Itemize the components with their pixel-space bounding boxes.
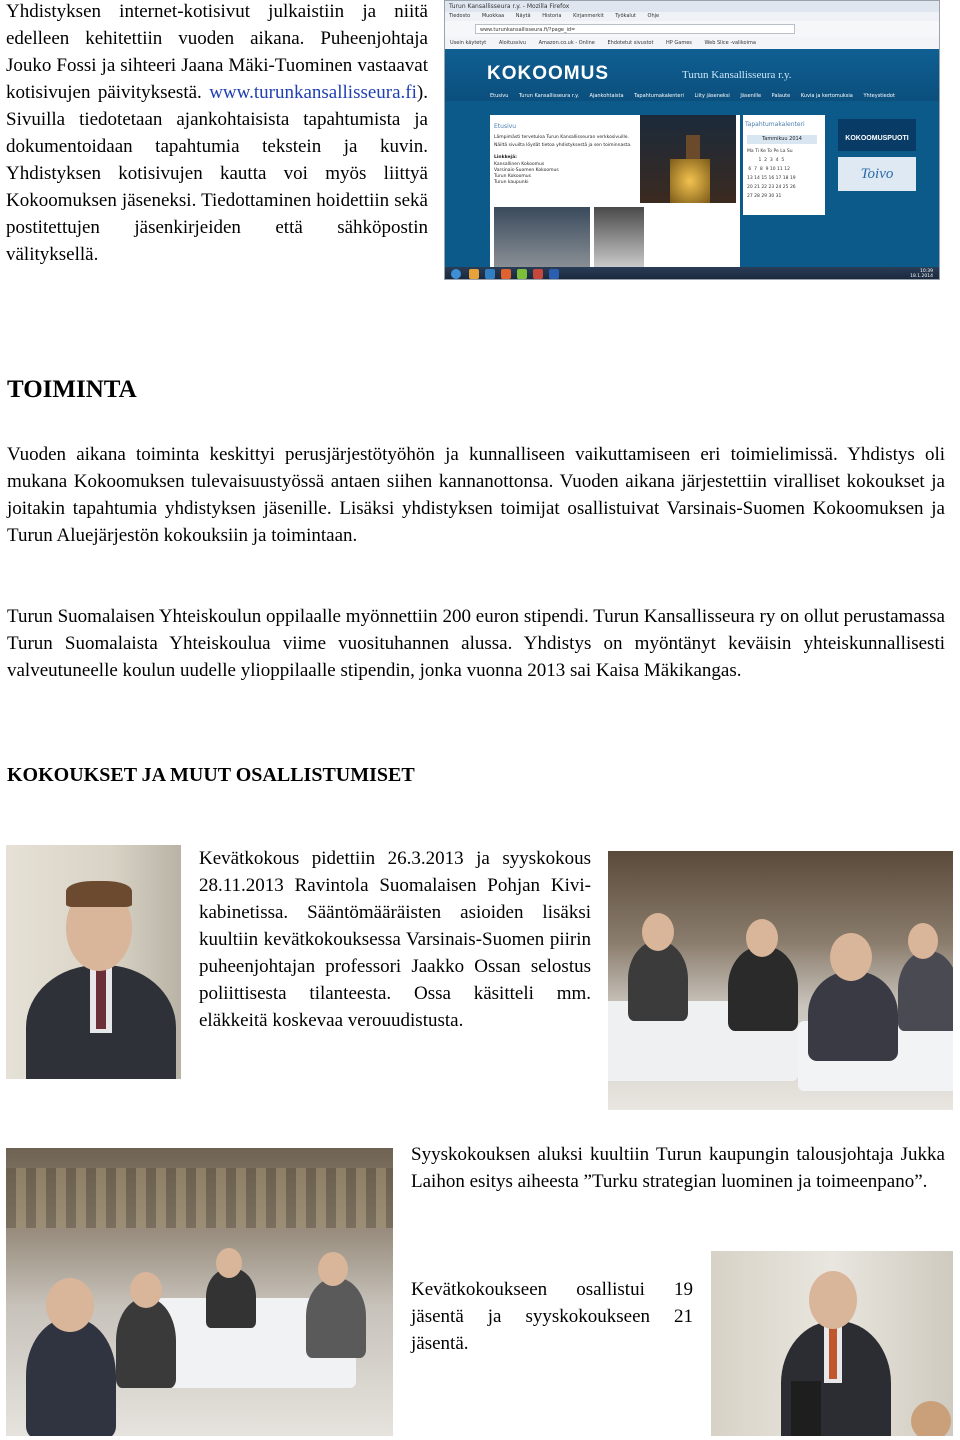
app-icon [517, 269, 527, 279]
url-field: www.turunkansallisseura.fi/?page_id= [475, 24, 795, 34]
app-icon [533, 269, 543, 279]
calendar-row: 13 14 15 16 17 18 19 [747, 176, 796, 181]
calendar-row: 27 28 29 30 31 [747, 194, 782, 199]
website-screenshot [444, 0, 940, 280]
meeting-photo-thumbnail [594, 207, 644, 267]
nav-item: Liity jäseneksi [694, 93, 730, 99]
site-nav [490, 93, 904, 99]
content-line: Kansallinen Kokoomus [494, 162, 545, 167]
site-content [490, 115, 740, 267]
content-line: Näiltä sivuilta löydät tietoa yhdistyksestä ja sen toiminnasta. [494, 143, 632, 148]
content-line: Turun kaupunki [494, 180, 529, 185]
kokoomus-logo: KOKOOMUS [487, 63, 609, 84]
event-calendar [743, 115, 825, 215]
ie-icon [485, 269, 495, 279]
folder-icon [469, 269, 479, 279]
menu-item: Työkalut [615, 13, 636, 19]
nav-item: Etusivu [490, 93, 509, 99]
bookmark-item: Amazon.co.uk - Online [538, 40, 595, 46]
nav-item: Palaute [771, 93, 791, 99]
toivo-badge: Toivo [838, 157, 916, 191]
kokoukset-block-3: Kevätkokoukseen osallistui 19 jäsentä ja syyskokoukseen 21 jäsentä. [411, 1279, 693, 1354]
nav-item: Turun Kansallisseura r.y. [519, 93, 579, 99]
christmas-tree-image [670, 159, 710, 203]
content-heading: Etusivu [494, 123, 517, 130]
clock-date: 18.1.2014 [910, 274, 933, 279]
menu-item: Kirjanmerkit [573, 13, 604, 19]
website-link[interactable]: www.turunkansallisseura.fi [209, 82, 417, 103]
calendar-title: Tapahtumakalenteri [745, 121, 805, 128]
intro-text-after-link: ). Sivuilla tiedotetaan ajankohtaisista tapahtumista ja dokumentoidaan tapahtumia tekstein ja kuvin. Yhdistyksen kotisivujen kautta voi myös liittyä Kokoomuksen jäseneksi. Tiedottaminen hoidettiin sekä postitettujen jäsenkirjeiden että sähköpostin välityksellä. [6, 82, 428, 265]
content-line: Turun Kokoomus [494, 174, 531, 179]
toiminta-paragraph-1: Vuoden aikana toiminta keskittyi perusjärjestötyöhön ja kunnalliseen vaikuttamiseen eri toimielimissä. Yhdistys oli mukana Kokoomuksen tulevaisuustyössä antaen siihen kannanottonsa. Vuoden aikana järjestettiin viralliset kokoukset ja joitakin tapahtumia yhdistyksen jäsenille. Lisäksi yhdistyksen toimijat osallistuivat Varsinais-Suomen Kokoomuksen ja Turun Aluejärjestön kokouksiin ja toimintaan. [7, 444, 945, 546]
menu-item: Näytä [515, 13, 531, 19]
nav-item: Ajankohtaista [589, 93, 624, 99]
word-icon [549, 269, 559, 279]
nav-item: Kuvia ja kertomuksia [800, 93, 853, 99]
meeting-photo-thumbnail [494, 207, 590, 267]
intro-text-before-link: Yhdistyksen internet-kotisivut julkaistiin ja niitä edelleen kehitettiin vuoden aikana. Puheenjohtaja Jouko Fossi ja sihteeri Jaana Mäki-Tuominen vastaavat kotisivujen päivityksestä. [6, 1, 428, 103]
bookmark-item: Aloitussivu [498, 40, 526, 46]
calendar-grid [747, 147, 819, 201]
start-icon [451, 269, 461, 279]
bookmark-item: Web Slice -valikoima [704, 40, 756, 46]
calendar-row: 1 2 3 4 5 [747, 158, 785, 163]
bookmarks-bar [445, 37, 939, 49]
kokoukset-block-1: Kevätkokous pidettiin 26.3.2013 ja syyskokous 28.11.2013 Ravintola Suomalaisen Pohjan Kivi-kabinetissa. Sääntömääräisten asioiden lisäksi kuultiin kevätkokouksessa Varsinais-Suomen piirin puheenjohtajan professori Jaakko Ossan selostus poliittisesta tilanteesta. Ossa käsitteli mm. eläkkeitä koskevaa verouudistusta. [199, 848, 591, 1031]
podium-speaker-photo [711, 1251, 953, 1436]
kokoukset-heading: KOKOUKSET JA MUUT OSALLISTUMISET [7, 764, 415, 786]
toiminta-paragraph-2: Turun Suomalaisen Yhteiskoulun oppilaalle myönnettiin 200 euron stipendi. Turun Kansallisseura ry on ollut perustamassa Turun Suomalaista Yhteiskoulua viime vuosituhannen alussa. Yhdistys on myöntänyt keväisin yhteiskunnallisesti valveutuneelle koulun uudelle ylioppilaalle stipendin, jonka vuonna 2013 sai Kaisa Mäkikangas. [7, 606, 945, 681]
speaker-photo [6, 845, 181, 1079]
calendar-row: 6 7 8 9 10 11 12 [747, 167, 790, 172]
menu-item: Ohje [647, 13, 660, 19]
kokoukset-block-2: Syyskokouksen aluksi kuultiin Turun kaupungin talousjohtaja Jukka Laihon esitys aiheesta ”Turku strategian luominen ja toimeenpano”. [411, 1144, 945, 1192]
menu-item: Muokkaa [481, 13, 505, 19]
clock-time: 10:39 [920, 269, 933, 274]
nav-item: Jäsenille [740, 93, 762, 99]
intro-paragraph [6, 0, 428, 268]
calendar-row: Ma Ti Ke To Pe La Su [747, 149, 793, 154]
firefox-icon [501, 269, 511, 279]
browser-title-bar: Turun Kansallisseura r.y. - Mozilla Firefox [445, 1, 939, 12]
calendar-row: 20 21 22 23 24 25 26 [747, 185, 796, 190]
menu-item: Tiedosto [449, 13, 471, 19]
audience-photo [6, 1148, 393, 1436]
nav-item: Yhteystiedot [863, 93, 895, 99]
site-page [445, 49, 939, 267]
bookmark-item: Ehdotetut sivustot [607, 40, 654, 46]
toiminta-heading: TOIMINTA [7, 376, 137, 403]
content-line: Varsinais-Suomen Kokoomus [494, 168, 559, 173]
kokoomuspuoti-badge: KOKOOMUSPUOTI [838, 119, 916, 151]
nav-item: Tapahtumakalenteri [634, 93, 684, 99]
content-line: Linkkejä: [494, 155, 517, 160]
taskbar-clock [910, 269, 933, 279]
windows-taskbar [445, 267, 939, 280]
meeting-room-photo [608, 851, 953, 1110]
bookmark-item: Usein käytetyt [450, 40, 487, 46]
site-name: Turun Kansallisseura r.y. [682, 69, 792, 81]
bookmark-item: HP Games [666, 40, 692, 46]
browser-url-bar [445, 21, 939, 37]
calendar-month: Tammikuu 2014 [747, 135, 817, 144]
church-image [640, 115, 736, 203]
browser-menu-bar [445, 12, 939, 21]
menu-item: Historia [542, 13, 562, 19]
content-line: Lämpimästi tervetuloa Turun Kansallisseuran verkkosivuille. [494, 135, 629, 140]
